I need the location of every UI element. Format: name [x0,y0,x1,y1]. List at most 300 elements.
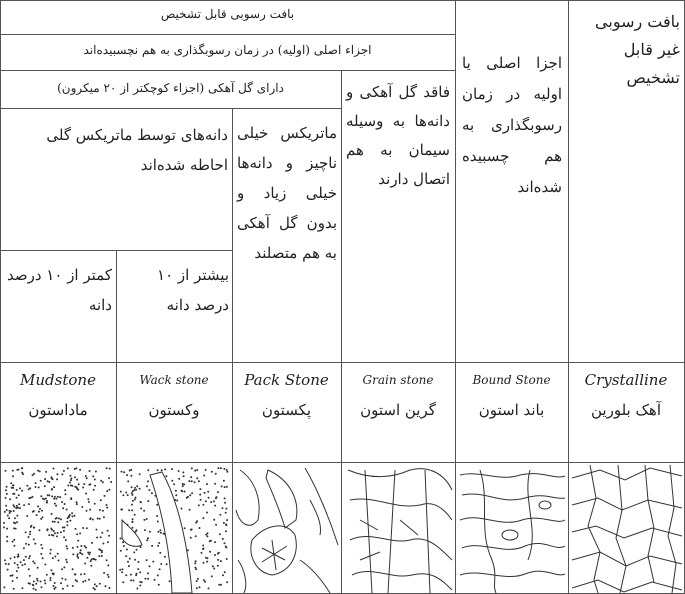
grainstone-texture-sketch [348,469,452,593]
texture-dot [42,516,44,518]
texture-dot [125,492,127,494]
texture-dot [23,504,25,506]
more-than-10-percent: بیشتر از ۱۰ درصد دانه [157,266,229,314]
texture-dot [61,473,63,475]
texture-dot [130,574,132,576]
texture-dot [151,545,153,547]
texture-dot [28,544,30,546]
texture-dot [67,467,69,469]
texture-dot [54,521,56,523]
texture-dot [69,482,71,484]
texture-dot [182,471,184,473]
bound-stone-description: اجزا اصلی یا اولیه در زمان رسوبگذاری به هم چسبیده شده‌اند [462,54,562,196]
texture-dot [6,536,8,538]
texture-dot [25,556,27,558]
texture-dot [59,496,61,498]
texture-dot [224,571,226,573]
texture-dot [131,492,133,494]
texture-dot [38,511,40,513]
texture-dot [62,507,64,509]
texture-dot [99,518,101,520]
texture-dot [132,518,134,520]
texture-dot [207,491,209,493]
texture-dot [182,485,184,487]
texture-dot [51,534,53,536]
texture-dot [64,489,66,491]
texture-dot [186,497,188,499]
texture-dot [21,564,23,566]
texture-dot [206,483,208,485]
texture-dot [42,557,44,559]
texture-dot [100,536,102,538]
texture-dot [109,587,111,589]
texture-dot [71,512,73,514]
texture-dot [106,467,108,469]
texture-dot [158,542,160,544]
texture-dot [13,510,15,512]
texture-dot [214,505,216,507]
texture-dot [226,469,228,471]
texture-dot [5,489,7,491]
texture-dot [148,489,150,491]
texture-dot [189,494,191,496]
texture-dot [16,570,18,572]
texture-dot [66,561,68,563]
type-en-boundstone: Bound Stone [472,373,551,387]
texture-dot [63,536,65,538]
texture-dot [63,470,65,472]
texture-dot [34,562,36,564]
texture-dot [184,527,186,529]
texture-dot [136,485,138,487]
texture-dot [147,469,149,471]
texture-dot [48,481,50,483]
texture-dot [51,513,53,515]
texture-dot [13,506,15,508]
texture-dot [53,530,55,532]
texture-dot [14,517,16,519]
texture-dot [136,549,138,551]
texture-dot [219,514,221,516]
texture-dot [57,553,59,555]
texture-dot [87,552,89,554]
texture-dot [196,587,198,589]
texture-dot [214,541,216,543]
texture-dot [128,565,130,567]
texture-dot [33,581,35,583]
texture-dot [32,496,34,498]
texture-dot [54,556,56,558]
texture-dot [127,480,129,482]
texture-dot [198,504,200,506]
texture-dot [93,489,95,491]
texture-dot [65,579,67,581]
header-identifiable-texture: بافت رسوبی قابل تشخیص [160,7,295,21]
texture-dot [226,558,228,560]
texture-dot [53,585,55,587]
texture-dot [130,475,132,477]
texture-dot [30,526,32,528]
texture-dot [135,489,137,491]
texture-dot [226,581,228,583]
texture-dot [3,586,5,588]
texture-dot [134,499,136,501]
texture-dot [66,524,68,526]
texture-dot [99,509,101,511]
texture-dot [217,559,219,561]
texture-dot [60,518,62,520]
texture-dot [219,533,221,535]
texture-dot [50,528,52,530]
texture-dot [41,510,43,512]
texture-dot [81,506,83,508]
texture-dot [106,507,108,509]
texture-dot [214,483,216,485]
texture-dot [82,581,84,583]
texture-dot [147,480,149,482]
texture-dot [36,514,38,516]
texture-dot [11,575,13,577]
texture-dot [133,489,135,491]
texture-dot [189,509,191,511]
texture-dot [188,480,190,482]
texture-dot [178,470,180,472]
texture-dot [45,498,47,500]
texture-dot [53,468,55,470]
texture-dot [138,561,140,563]
texture-dot [196,520,198,522]
texture-dot [202,517,204,519]
texture-dot [58,518,60,520]
texture-dot [103,572,105,574]
texture-dot [5,497,7,499]
texture-dot [13,493,15,495]
texture-dot [224,486,226,488]
texture-dot [21,472,23,474]
texture-dot [169,580,171,582]
type-fa-mudstone: ماداستون [28,401,88,419]
texture-dot [161,469,163,471]
texture-dot [175,490,177,492]
texture-dot [224,542,226,544]
texture-dot [154,579,156,581]
texture-dot [77,553,79,555]
texture-dot [44,485,46,487]
texture-dot [3,522,5,524]
texture-dot [107,541,109,543]
texture-dot [35,589,37,591]
texture-dot [122,494,124,496]
texture-dot [166,563,168,565]
texture-dot [146,485,148,487]
texture-dot [191,492,193,494]
type-en-crystalline: Crystalline [584,371,668,389]
texture-dot [13,522,15,524]
texture-dot [184,491,186,493]
texture-dot [19,487,21,489]
texture-dot [84,580,86,582]
texture-dot [102,510,104,512]
texture-dot [38,486,40,488]
texture-dot [44,478,46,480]
texture-dot [202,548,204,550]
texture-dot [44,580,46,582]
texture-dot [134,514,136,516]
texture-dot [160,532,162,534]
no-mud-description: فاقد گل آهکی و دانه‌ها به وسیله سیمان به هم اتصال دارند [346,83,450,188]
texture-dot [50,577,52,579]
texture-dot [122,568,124,570]
texture-dot [40,495,42,497]
texture-dot [55,587,57,589]
texture-dot [218,467,220,469]
texture-dot [14,556,16,558]
texture-dot [159,529,161,531]
texture-dot [35,486,37,488]
texture-dot [69,520,71,522]
texture-dot [197,578,199,580]
texture-dot [222,538,224,540]
texture-dot [34,543,36,545]
texture-dot [87,498,89,500]
texture-dot [96,585,98,587]
texture-dot [29,487,31,489]
texture-dot [90,565,92,567]
texture-dot [89,552,91,554]
texture-dot [132,527,134,529]
texture-dot [84,573,86,575]
texture-dot [96,537,98,539]
texture-dot [225,530,227,532]
texture-dot [220,584,222,586]
texture-dot [120,491,122,493]
texture-dot [70,475,72,477]
texture-dot [70,498,72,500]
texture-dot [70,484,72,486]
texture-dot [23,559,25,561]
texture-dot [199,527,201,529]
texture-dot [137,568,139,570]
texture-dot [176,500,178,502]
texture-dot [49,553,51,555]
texture-dot [10,482,12,484]
texture-dot [165,475,167,477]
texture-dot [191,528,193,530]
texture-dot [191,480,193,482]
texture-dot [80,549,82,551]
texture-dot [36,578,38,580]
texture-dot [88,553,90,555]
texture-dot [76,503,78,505]
texture-dot [213,500,215,502]
texture-dot [15,507,17,509]
type-en-packstone: Pack Stone [244,371,329,389]
texture-dot [92,519,94,521]
texture-dot [223,468,225,470]
texture-dot [82,487,84,489]
texture-dot [101,551,103,553]
texture-dot [104,585,106,587]
type-en-grainstone: Grain stone [362,373,434,387]
texture-dot [5,470,7,472]
texture-dot [89,470,91,472]
texture-dot [77,489,79,491]
less-than-10-percent: کمتر از ۱۰ درصد دانه [6,266,112,314]
texture-dot [199,488,201,490]
texture-dot [108,477,110,479]
texture-dot [80,545,82,547]
texture-dot [101,532,103,534]
texture-dot [56,535,58,537]
texture-dot [224,502,226,504]
texture-dot [147,578,149,580]
texture-dot [6,509,8,511]
texture-dot [89,483,91,485]
texture-dot [144,529,146,531]
texture-dot [203,562,205,564]
texture-dot [121,509,123,511]
texture-dot [56,473,58,475]
texture-dot [33,588,35,590]
texture-dot [220,560,222,562]
texture-dot [139,473,141,475]
texture-dot [6,540,8,542]
texture-dot [28,503,30,505]
texture-dot [203,579,205,581]
texture-dot [123,545,125,547]
texture-dot [5,505,7,507]
texture-dot [4,559,6,561]
texture-dot [60,531,62,533]
type-fa-grainstone: گرین استون [360,401,436,419]
texture-dot [28,557,30,559]
texture-dot [54,582,56,584]
texture-dot [37,505,39,507]
texture-dot [52,557,54,559]
texture-dot [194,470,196,472]
type-fa-packstone: پکستون [261,401,312,419]
texture-dot [135,497,137,499]
texture-dot [76,555,78,557]
texture-dot [157,521,159,523]
texture-dot [6,493,8,495]
texture-dot [67,585,69,587]
texture-dot [13,588,15,590]
texture-dot [119,569,121,571]
texture-dot [72,568,74,570]
texture-dot [191,467,193,469]
header-not-bound: اجزاء اصلی (اولیه) در زمان رسوبگذاری به هم نچسبیده‌اند [83,43,372,57]
texture-dot [225,546,227,548]
texture-dot [57,521,59,523]
texture-dot [163,533,165,535]
texture-dot [106,490,108,492]
texture-dot [41,547,43,549]
texture-dot [29,531,31,533]
texture-dot [54,496,56,498]
texture-dot [109,468,111,470]
texture-dot [51,495,53,497]
texture-dot [10,575,12,577]
texture-dot [120,550,122,552]
texture-dot [33,527,35,529]
texture-dot [62,588,64,590]
texture-dot [122,541,124,543]
texture-dot [134,559,136,561]
texture-dot [156,515,158,517]
texture-dot [76,580,78,582]
texture-dot [40,581,42,583]
texture-dot [108,489,110,491]
texture-dot [35,482,37,484]
texture-dot [13,527,15,529]
texture-dot [5,563,7,565]
texture-dot [106,559,108,561]
texture-dot [16,515,18,517]
texture-dot [12,475,14,477]
texture-dot [33,510,35,512]
texture-dot [90,560,92,562]
boundstone-texture-sketch [460,470,565,593]
header-contains-mud: دارای گل آهکی (اجزاء کوچکتر از ۲۰ میکرون) [57,81,284,95]
texture-dot [60,582,62,584]
texture-dot [226,471,228,473]
texture-dot [157,469,159,471]
texture-dot [140,501,142,503]
type-en-mudstone: Mudstone [20,371,96,389]
texture-dot [125,574,127,576]
texture-dot [147,537,149,539]
texture-dot [57,496,59,498]
texture-dot [159,552,161,554]
texture-dot [16,577,18,579]
texture-dot [13,545,15,547]
texture-dot [134,487,136,489]
texture-dot [44,582,46,584]
texture-dot [65,493,67,495]
texture-dot [221,485,223,487]
mud-supported-description: دانه‌های توسط ماتریکس گلی احاطه شده‌اند [46,126,228,174]
texture-dot [18,503,20,505]
texture-dot [76,479,78,481]
texture-dot [171,468,173,470]
texture-dot [26,515,28,517]
texture-dot [63,530,65,532]
texture-dot [39,470,41,472]
texture-dot [61,501,63,503]
texture-dot [140,508,142,510]
texture-dot [28,582,30,584]
texture-dot [100,499,102,501]
texture-dot [72,553,74,555]
texture-dot [35,583,37,585]
texture-dot [99,583,101,585]
texture-dot [44,564,46,566]
texture-dot [131,494,133,496]
texture-dot [10,558,12,560]
texture-dot [6,486,8,488]
texture-dot [88,579,90,581]
texture-dot [82,527,84,529]
texture-dot [53,498,55,500]
texture-dot [70,479,72,481]
texture-dot [128,509,130,511]
texture-dot [95,471,97,473]
texture-dot [86,477,88,479]
texture-dot [199,494,201,496]
texture-dot [40,553,42,555]
texture-dot [133,580,135,582]
